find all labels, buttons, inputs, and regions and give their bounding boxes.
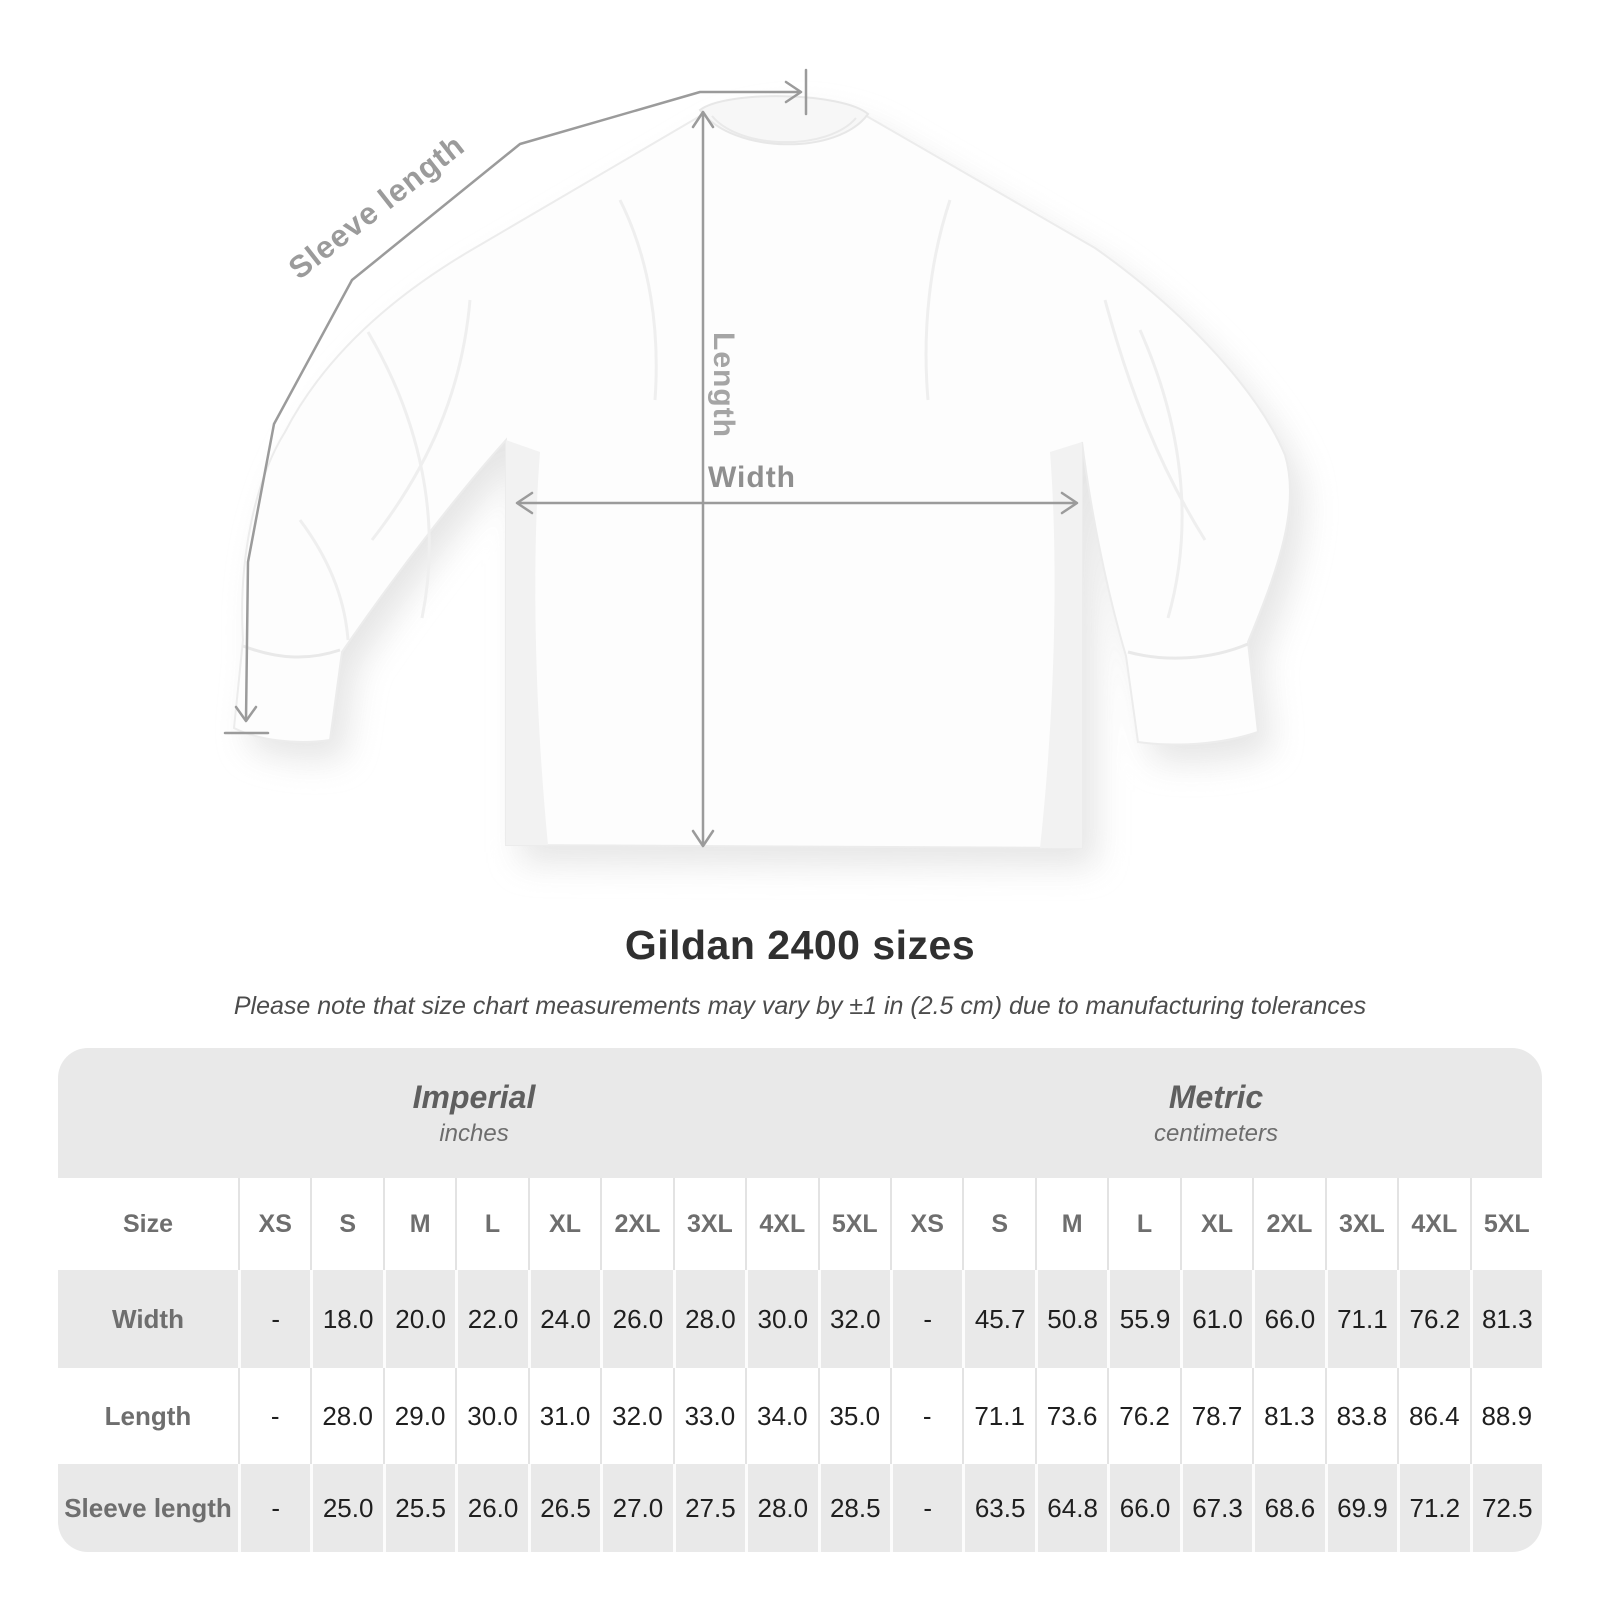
- page-title: Gildan 2400 sizes: [624, 922, 976, 968]
- size-column-header: 3XL: [673, 1178, 745, 1270]
- metric-value-cell: 66.0: [1252, 1270, 1324, 1368]
- imperial-value-cell: 25.0: [310, 1464, 382, 1552]
- length-label: Length: [707, 332, 741, 438]
- size-table: [58, 1048, 1542, 1552]
- imperial-value-cell: -: [238, 1464, 310, 1552]
- size-column-header: M: [1035, 1178, 1107, 1270]
- metric-value-cell: 68.6: [1252, 1464, 1324, 1552]
- metric-value-cell: 72.5: [1470, 1464, 1542, 1552]
- metric-value-cell: 69.9: [1325, 1464, 1397, 1552]
- imperial-unit: inches: [439, 1119, 509, 1147]
- metric-value-cell: 76.2: [1107, 1368, 1179, 1464]
- metric-value-cell: 63.5: [962, 1464, 1034, 1552]
- imperial-value-cell: 32.0: [600, 1368, 672, 1464]
- imperial-value-cell: 18.0: [310, 1270, 382, 1368]
- metric-value-cell: -: [890, 1270, 962, 1368]
- imperial-value-cell: 26.5: [528, 1464, 600, 1552]
- metric-value-cell: 50.8: [1035, 1270, 1107, 1368]
- imperial-value-cell: 35.0: [818, 1368, 890, 1464]
- row-label: Width: [58, 1270, 238, 1368]
- imperial-value-cell: 28.0: [745, 1464, 817, 1552]
- imperial-value-cell: 26.0: [455, 1464, 527, 1552]
- sleeve-length-label: Sleeve length: [281, 127, 472, 287]
- imperial-value-cell: 22.0: [455, 1270, 527, 1368]
- size-column-header: 3XL: [1325, 1178, 1397, 1270]
- metric-value-cell: 83.8: [1325, 1368, 1397, 1464]
- imperial-value-cell: 30.0: [745, 1270, 817, 1368]
- size-column-header: 5XL: [1470, 1178, 1542, 1270]
- size-column-header: L: [1107, 1178, 1179, 1270]
- size-column-header: XS: [890, 1178, 962, 1270]
- size-column-header: M: [383, 1178, 455, 1270]
- metric-value-cell: 64.8: [1035, 1464, 1107, 1552]
- imperial-value-cell: 28.5: [818, 1464, 890, 1552]
- imperial-value-cell: 27.5: [673, 1464, 745, 1552]
- imperial-value-cell: 27.0: [600, 1464, 672, 1552]
- imperial-value-cell: -: [238, 1368, 310, 1464]
- metric-header: [890, 1048, 1542, 1178]
- imperial-value-cell: 29.0: [383, 1368, 455, 1464]
- imperial-value-cell: 24.0: [528, 1270, 600, 1368]
- metric-value-cell: 73.6: [1035, 1368, 1107, 1464]
- metric-value-cell: 86.4: [1397, 1368, 1469, 1464]
- metric-value-cell: -: [890, 1368, 962, 1464]
- row-label: Length: [58, 1368, 238, 1464]
- imperial-value-cell: 32.0: [818, 1270, 890, 1368]
- size-column-header: 5XL: [818, 1178, 890, 1270]
- metric-value-cell: 71.1: [962, 1368, 1034, 1464]
- imperial-value-cell: 28.0: [310, 1368, 382, 1464]
- size-column-header: XL: [528, 1178, 600, 1270]
- metric-value-cell: 55.9: [1107, 1270, 1179, 1368]
- imperial-value-cell: 25.5: [383, 1464, 455, 1552]
- size-column-header: XL: [1180, 1178, 1252, 1270]
- imperial-header: [58, 1048, 890, 1178]
- metric-value-cell: 81.3: [1252, 1368, 1324, 1464]
- imperial-value-cell: 26.0: [600, 1270, 672, 1368]
- row-label: Sleeve length: [58, 1464, 238, 1552]
- size-column-header: XS: [238, 1178, 310, 1270]
- imperial-value-cell: 31.0: [528, 1368, 600, 1464]
- metric-value-cell: -: [890, 1464, 962, 1552]
- imperial-value-cell: 33.0: [673, 1368, 745, 1464]
- metric-value-cell: 76.2: [1397, 1270, 1469, 1368]
- size-header-cell: Size: [58, 1178, 238, 1270]
- metric-value-cell: 81.3: [1470, 1270, 1542, 1368]
- imperial-title: Imperial: [412, 1078, 536, 1115]
- size-column-header: S: [310, 1178, 382, 1270]
- size-column-header: 2XL: [1252, 1178, 1324, 1270]
- metric-value-cell: 88.9: [1470, 1368, 1542, 1464]
- metric-value-cell: 61.0: [1180, 1270, 1252, 1368]
- imperial-value-cell: -: [238, 1270, 310, 1368]
- metric-value-cell: 78.7: [1180, 1368, 1252, 1464]
- size-grid: [58, 1178, 1542, 1552]
- size-column-header: S: [962, 1178, 1034, 1270]
- width-label: Width: [707, 461, 797, 494]
- size-column-header: 4XL: [745, 1178, 817, 1270]
- metric-title: Metric: [1168, 1078, 1264, 1115]
- imperial-value-cell: 28.0: [673, 1270, 745, 1368]
- imperial-value-cell: 20.0: [383, 1270, 455, 1368]
- page-subtitle: Please note that size chart measurements may vary by ±1 in (2.5 cm) due to manufacturing tolerances: [233, 992, 1367, 1020]
- metric-unit: centimeters: [1153, 1119, 1279, 1147]
- size-column-header: 2XL: [600, 1178, 672, 1270]
- metric-value-cell: 71.1: [1325, 1270, 1397, 1368]
- metric-value-cell: 67.3: [1180, 1464, 1252, 1552]
- metric-value-cell: 66.0: [1107, 1464, 1179, 1552]
- unit-header-band: [58, 1048, 1542, 1178]
- imperial-value-cell: 34.0: [745, 1368, 817, 1464]
- imperial-value-cell: 30.0: [455, 1368, 527, 1464]
- metric-value-cell: 71.2: [1397, 1464, 1469, 1552]
- metric-value-cell: 45.7: [962, 1270, 1034, 1368]
- size-column-header: 4XL: [1397, 1178, 1469, 1270]
- size-column-header: L: [455, 1178, 527, 1270]
